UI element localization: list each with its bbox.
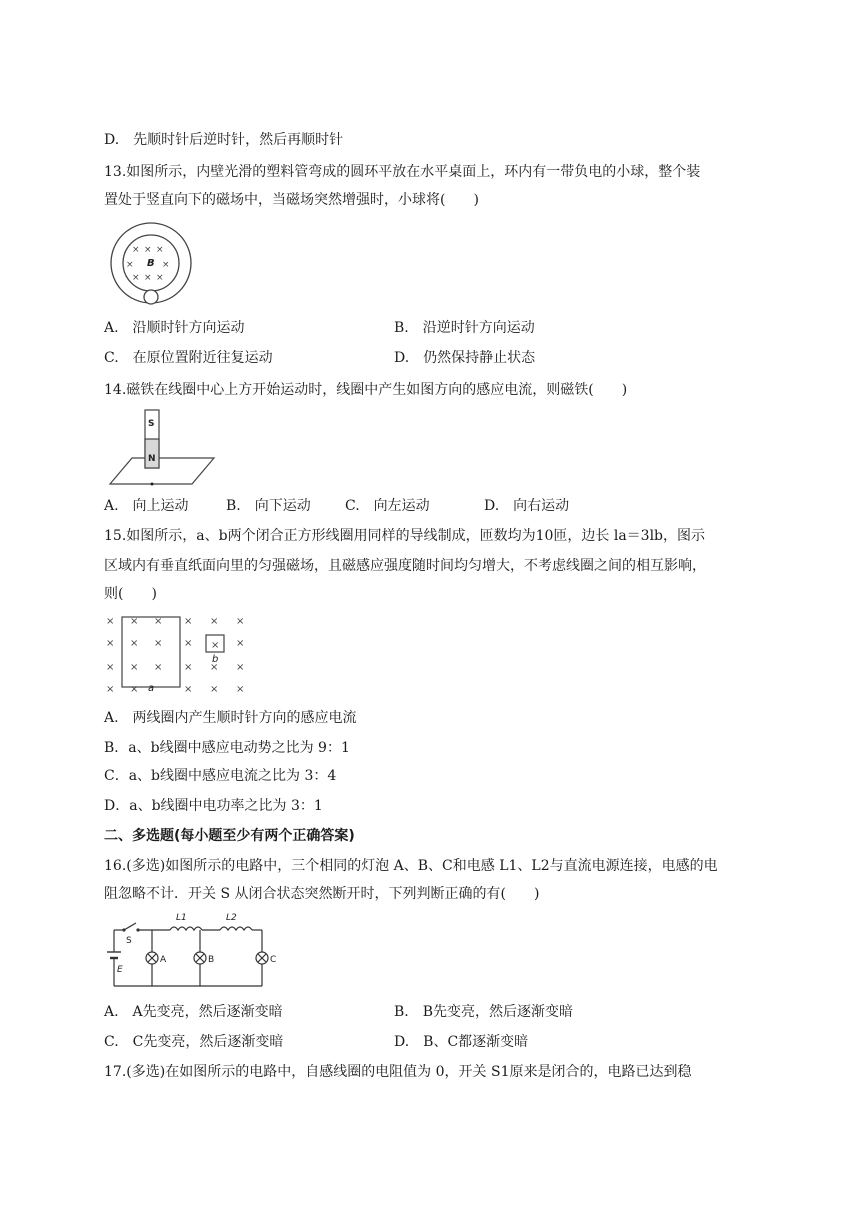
q13-option-d: D. 仍然保持静止状态 (394, 350, 536, 366)
svg-text:×: × (130, 662, 139, 673)
q16-stem-line2: 阻忽略不计．开关 S 从闭合状态突然断开时，下列判断正确的有( ) (104, 886, 540, 902)
q15-coils-figure (104, 610, 254, 696)
q14-magnet-label-n: N (148, 454, 156, 464)
svg-text:×: × (154, 638, 163, 649)
q15-option-d: D．a、b线圈中电功率之比为 3：1 (104, 798, 323, 814)
svg-text:×: × (130, 638, 139, 649)
svg-text:×: × (144, 245, 152, 255)
svg-text:×: × (156, 245, 164, 255)
q16-option-d: D. B、C都逐渐变暗 (394, 1034, 529, 1050)
svg-text:×: × (184, 638, 193, 649)
svg-text:×: × (236, 684, 245, 695)
q16-label-inductor-l1: L1 (176, 913, 187, 923)
svg-text:×: × (236, 638, 245, 649)
q14-option-d: D. 向右运动 (484, 498, 570, 514)
q13-option-c: C. 在原位置附近往复运动 (104, 350, 273, 366)
q15-figure-label-a: a (148, 683, 155, 694)
q14-option-c: C. 向左运动 (345, 498, 430, 514)
q15-stem-line1: 15.如图所示，a、b两个闭合正方形线圈用同样的导线制成，匝数均为10匝，边长 la＝3lb，图示 (104, 528, 706, 544)
q14-magnet-figure (104, 406, 224, 490)
q13-ring-figure (104, 220, 204, 312)
q16-option-a: A. A先变亮，然后逐渐变暗 (104, 1004, 283, 1020)
q16-label-lamp-b: B (208, 955, 215, 965)
q16-label-lamp-a: A (160, 955, 167, 965)
svg-text:×: × (154, 616, 163, 627)
q15-option-a: A. 两线圈内产生顺时针方向的感应电流 (104, 710, 357, 726)
q16-label-source-e: E (117, 965, 123, 975)
q13-figure-label-b: B (147, 258, 155, 269)
q15-stem-line3: 则( ) (104, 586, 157, 602)
svg-text:×: × (106, 662, 115, 673)
q13-stem-line1: 13.如图所示，内壁光滑的塑料管弯成的圆环平放在水平桌面上，环内有一带负电的小球，整个装 (104, 164, 701, 180)
q16-option-b: B. B先变亮，然后逐渐变暗 (394, 1004, 574, 1020)
q14-magnet-label-s: S (148, 419, 155, 429)
q13-stem-line2: 置处于竖直向下的磁场中，当磁场突然增强时，小球将( ) (104, 192, 479, 208)
q16-label-inductor-l2: L2 (226, 913, 237, 923)
svg-text:×: × (162, 260, 170, 270)
svg-text:×: × (106, 684, 115, 695)
svg-text:×: × (132, 245, 140, 255)
section-heading-multiple-choice: 二、多选题(每小题至少有两个正确答案) (104, 828, 355, 844)
svg-text:×: × (184, 662, 193, 673)
svg-text:×: × (210, 684, 219, 695)
svg-text:×: × (154, 662, 163, 673)
q16-stem-line1: 16.(多选)如图所示的电路中，三个相同的灯泡 A、B、C和电感 L1、L2与直流电源连接，电感的电 (104, 858, 718, 874)
q15-option-c: C．a、b线圈中感应电流之比为 3：4 (104, 768, 337, 784)
q16-label-lamp-c: C (270, 955, 277, 965)
q16-label-switch-s: S (126, 936, 132, 946)
svg-text:×: × (184, 684, 193, 695)
svg-text:×: × (236, 616, 245, 627)
svg-text:×: × (236, 662, 245, 673)
svg-text:×: × (132, 273, 140, 283)
svg-text:×: × (144, 273, 152, 283)
q13-option-a: A. 沿顺时针方向运动 (104, 320, 245, 336)
q14-option-b: B. 向下运动 (226, 498, 311, 514)
svg-text:×: × (130, 616, 139, 627)
q12-option-d: D. 先顺时针后逆时针，然后再顺时针 (104, 132, 344, 148)
q16-circuit-figure (104, 910, 282, 994)
q15-option-b: B．a、b线圈中感应电动势之比为 9：1 (104, 740, 350, 756)
svg-text:×: × (210, 662, 219, 673)
svg-text:×: × (210, 616, 219, 627)
q14-option-a: A. 向上运动 (104, 498, 189, 514)
q14-stem-line1: 14.磁铁在线圈中心上方开始运动时，线圈中产生如图方向的感应电流，则磁铁( ) (104, 382, 628, 398)
q13-option-b: B. 沿逆时针方向运动 (394, 320, 535, 336)
svg-text:×: × (106, 616, 115, 627)
q16-option-c: C. C先变亮，然后逐渐变暗 (104, 1034, 284, 1050)
svg-text:×: × (184, 616, 193, 627)
svg-text:×: × (126, 260, 134, 270)
svg-text:×: × (211, 640, 220, 651)
q15-figure-label-b: b (212, 654, 219, 665)
svg-text:×: × (130, 684, 139, 695)
svg-text:×: × (156, 273, 164, 283)
q17-stem-line1: 17.(多选)在如图所示的电路中，自感线圈的电阻值为 0，开关 S1原来是闭合的，电路已达到稳 (104, 1064, 692, 1080)
q15-stem-line2: 区域内有垂直纸面向里的匀强磁场，且磁感应强度随时间均匀增大，不考虑线圈之间的相互影响， (104, 558, 706, 574)
svg-text:×: × (106, 638, 115, 649)
